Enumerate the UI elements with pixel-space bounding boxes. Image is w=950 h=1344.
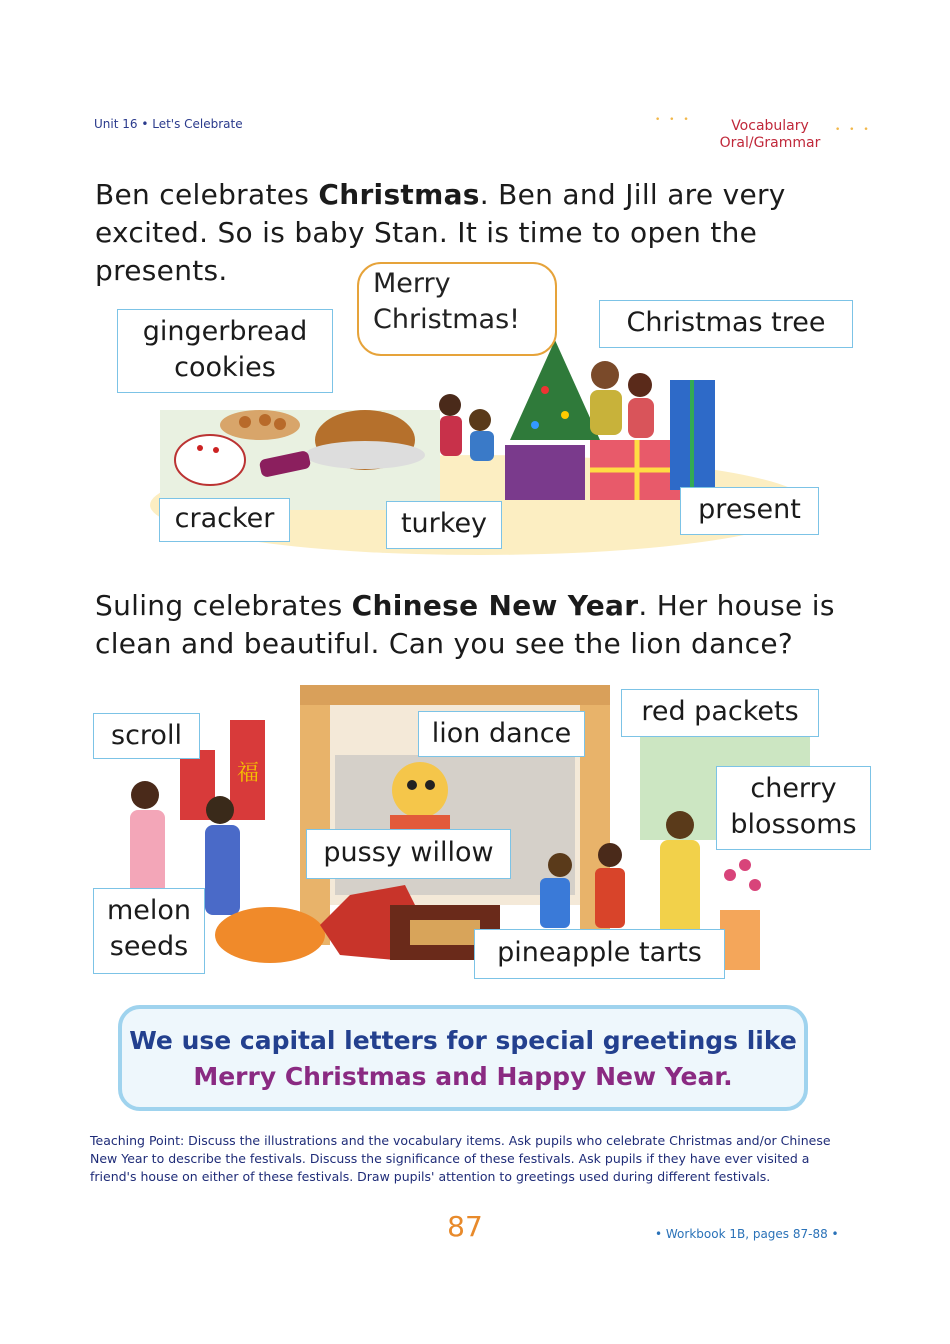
cny-text-before: Suling celebrates <box>95 589 352 622</box>
section-tag-line1: Vocabulary <box>731 118 809 134</box>
cny-paragraph <box>95 587 855 663</box>
decor-dots-right: • • • <box>835 125 872 135</box>
lion-head <box>392 762 448 818</box>
label-cracker: cracker <box>159 498 290 542</box>
page-number: 87 <box>447 1210 483 1243</box>
speech-line2: Christmas! <box>373 304 520 335</box>
label-pussy-willow: pussy willow <box>306 829 511 879</box>
cny-text-after: . Her house is clean and beautiful. Can you see the lion dance? <box>95 589 835 660</box>
label-cherry-line2: blossoms <box>730 809 857 840</box>
note-line1: We use capital letters for special greetings like <box>129 1026 797 1055</box>
doorframe-top <box>300 685 610 705</box>
present-purple <box>505 445 585 500</box>
speech-bubble <box>357 262 557 356</box>
cny-bold-word: Chinese New Year <box>351 589 639 622</box>
orange-basket <box>215 907 325 963</box>
label-gingerbread-line2: cookies <box>174 352 276 383</box>
unit-title: Unit 16 • Let's Celebrate <box>94 117 243 131</box>
teaching-point: Teaching Point: Discuss the illustrations and the vocabulary items. Ask pupils who celebrate Christmas and/or Chinese New Year to describe the festivals. Discuss the significance of these festivals. Ask pupils if they have ever visited a friend's house on either of these festivals. Draw pupils' attention to greetings used during different festivals. <box>90 1133 831 1184</box>
christmas-bold-word: Christmas <box>318 178 480 211</box>
speech-line1: Merry <box>373 268 451 299</box>
label-melon-line1: melon <box>106 895 192 926</box>
svg-text:福: 福 <box>236 761 260 786</box>
label-scroll: scroll <box>93 713 200 759</box>
christmas-text-before: Ben celebrates <box>95 178 319 211</box>
christmas-text-after: . Ben and Jill are very excited. So is baby Stan. It is time to open the presents. <box>95 178 786 287</box>
label-gingerbread-line1: gingerbread <box>142 316 308 347</box>
label-cherry-line1: cherry <box>750 773 837 804</box>
label-lion-dance: lion dance <box>418 711 585 757</box>
label-melon-line2: seeds <box>109 931 189 962</box>
capital-letters-note <box>118 1005 808 1111</box>
label-pineapple-tarts: pineapple tarts <box>474 929 725 979</box>
label-christmas-tree: Christmas tree <box>599 300 853 348</box>
label-melon-seeds <box>93 888 205 974</box>
section-tag-line2: Oral/Grammar <box>719 135 821 151</box>
decor-dots-left: • • • <box>655 115 692 125</box>
label-red-packets: red packets <box>621 689 819 737</box>
note-line2: Merry Christmas and Happy New Year. <box>193 1062 733 1091</box>
workbook-reference: • Workbook 1B, pages 87-88 • <box>655 1227 839 1241</box>
label-gingerbread-cookies <box>117 309 333 393</box>
label-present: present <box>680 487 819 535</box>
label-cherry-blossoms <box>716 766 871 850</box>
label-turkey: turkey <box>386 501 502 549</box>
section-tag <box>700 118 840 152</box>
gingerbread-plate <box>220 410 300 440</box>
